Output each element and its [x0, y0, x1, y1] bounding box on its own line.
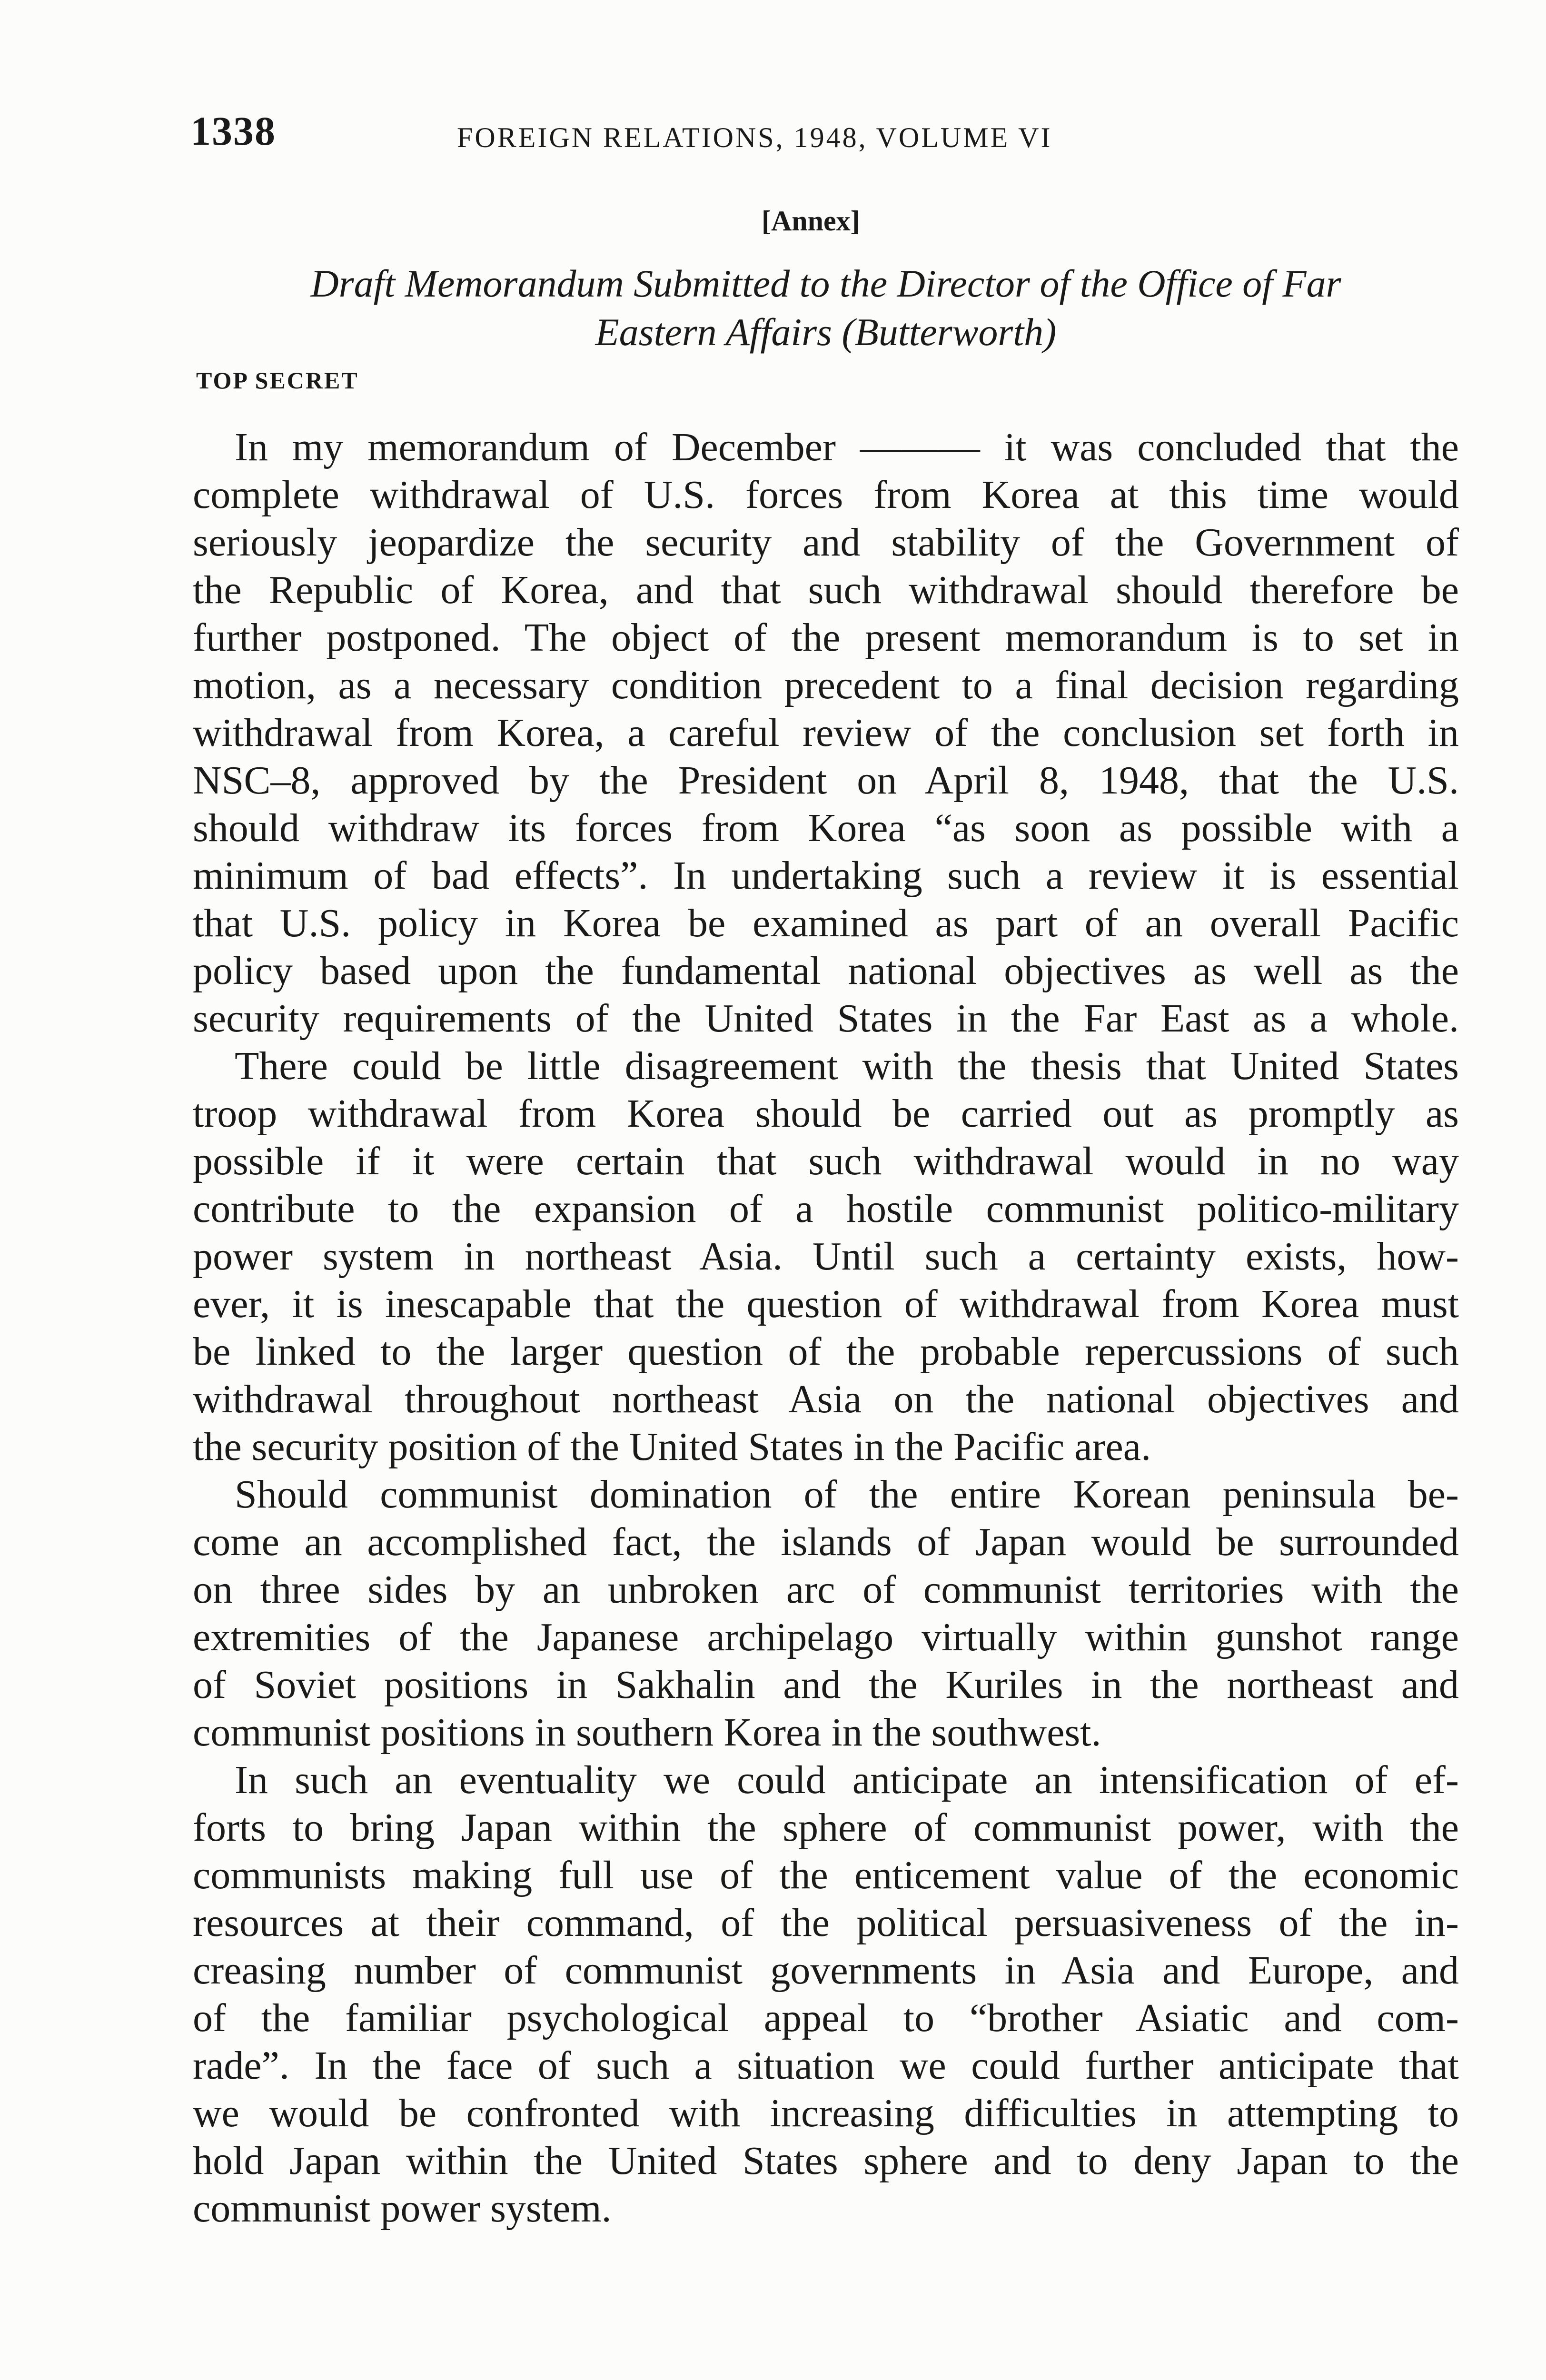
- text-line: of Soviet positions in Sakhalin and the Kuriles in the northeast and: [193, 1663, 1459, 1707]
- page-number: 1338: [190, 108, 276, 154]
- running-head: [190, 107, 1457, 159]
- paragraph: [193, 1756, 1459, 2232]
- memorandum-body: [193, 424, 1459, 2232]
- text-line: we would be confronted with increasing difficulties in attempting to: [193, 2091, 1459, 2135]
- text-line: communist power system.: [193, 2186, 612, 2231]
- text-line: hold Japan within the United States sphere and to deny Japan to the: [193, 2139, 1459, 2183]
- text-line: further postponed. The object of the present memorandum is to set in: [193, 615, 1459, 660]
- text-line: Should communist domination of the entire Korean peninsula be-: [235, 1472, 1459, 1517]
- text-line: In my memorandum of December ——— it was concluded that the: [235, 425, 1459, 469]
- text-line: be linked to the larger question of the probable repercussions of such: [193, 1329, 1459, 1374]
- text-line: rade”. In the face of such a situation we could further anticipate that: [193, 2043, 1459, 2088]
- text-line: minimum of bad effects”. In undertaking such a review it is essential: [193, 853, 1459, 898]
- document-title: [195, 259, 1457, 357]
- text-line: NSC–8, approved by the President on April 8, 1948, that the U.S.: [193, 758, 1459, 803]
- text-line: There could be little disagreement with the thesis that United States: [235, 1044, 1459, 1088]
- paragraph: [193, 1471, 1459, 1756]
- text-line: power system in northeast Asia. Until such a certainty exists, how-: [193, 1234, 1459, 1279]
- text-line: contribute to the expansion of a hostile communist politico-military: [193, 1187, 1459, 1231]
- text-line: of the familiar psychological appeal to “brother Asiatic and com-: [193, 1996, 1459, 2040]
- text-line: come an accomplished fact, the islands of Japan would be surrounded: [193, 1520, 1459, 1564]
- text-line: In such an eventuality we could anticipate an intensification of ef-: [235, 1758, 1459, 1802]
- text-line: withdrawal throughout northeast Asia on the national objectives and: [193, 1377, 1459, 1421]
- paragraph: [193, 424, 1459, 1042]
- document-title-line: Eastern Affairs (Butterworth): [595, 310, 1057, 354]
- text-line: possible if it were certain that such withdrawal would in no way: [193, 1139, 1459, 1183]
- text-line: withdrawal from Korea, a careful review of the conclusion set forth in: [193, 711, 1459, 755]
- text-line: creasing number of communist governments in Asia and Europe, and: [193, 1948, 1459, 1993]
- text-line: that U.S. policy in Korea be examined as part of an overall Pacific: [193, 901, 1459, 945]
- paragraph: [193, 1042, 1459, 1471]
- text-line: seriously jeopardize the security and stability of the Government of: [193, 520, 1459, 565]
- text-line: the security position of the United States in the Pacific area.: [193, 1425, 1151, 1469]
- text-line: troop withdrawal from Korea should be carried out as promptly as: [193, 1091, 1459, 1136]
- journal-title: FOREIGN RELATIONS, 1948, VOLUME VI: [457, 122, 1052, 153]
- text-line: communist positions in southern Korea in the southwest.: [193, 1710, 1101, 1755]
- text-line: policy based upon the fundamental national objectives as well as the: [193, 949, 1459, 993]
- document-title-line: Draft Memorandum Submitted to the Director of the Office of Far: [310, 262, 1341, 305]
- text-line: extremities of the Japanese archipelago virtually within gunshot range: [193, 1615, 1459, 1659]
- annex-label: [Annex]: [762, 205, 860, 237]
- text-line: should withdraw its forces from Korea “as soon as possible with a: [193, 806, 1459, 850]
- text-line: the Republic of Korea, and that such withdrawal should therefore be: [193, 568, 1459, 612]
- text-line: ever, it is inescapable that the question of withdrawal from Korea must: [193, 1282, 1459, 1326]
- text-line: forts to bring Japan within the sphere of communist power, with the: [193, 1805, 1459, 1850]
- text-line: complete withdrawal of U.S. forces from Korea at this time would: [193, 473, 1459, 517]
- text-line: on three sides by an unbroken arc of communist territories with the: [193, 1567, 1459, 1612]
- text-line: communists making full use of the enticement value of the economic: [193, 1853, 1459, 1897]
- text-line: security requirements of the United States in the Far East as a whole.: [193, 996, 1459, 1041]
- classification-marking: TOP SECRET: [196, 367, 359, 394]
- text-line: motion, as a necessary condition precedent to a final decision regarding: [193, 663, 1459, 707]
- text-line: resources at their command, of the political persuasiveness of the in-: [193, 1901, 1459, 1945]
